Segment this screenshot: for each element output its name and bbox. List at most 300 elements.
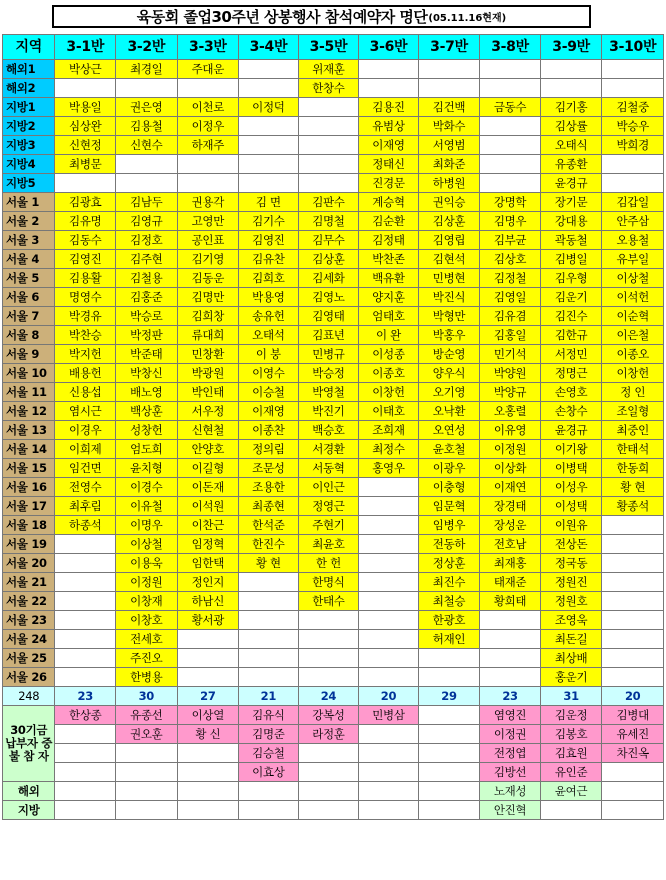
attendee-name: 전상돈 <box>540 535 602 554</box>
attendee-name: 임정혁 <box>177 535 239 554</box>
region-label: 서울 24 <box>3 630 55 649</box>
attendee-name: 김유겸 <box>480 307 541 326</box>
empty-cell <box>55 535 116 554</box>
attendee-name: 박인태 <box>177 383 239 402</box>
empty-cell <box>602 60 664 79</box>
header-class: 3-4반 <box>239 35 299 60</box>
attendee-name: 주현기 <box>298 516 359 535</box>
attendee-name: 이재영 <box>359 136 419 155</box>
attendee-name: 서동혁 <box>298 459 359 478</box>
attendee-name: 이재영 <box>239 402 299 421</box>
region-label: 서울 2 <box>3 212 55 231</box>
empty-cell <box>239 649 299 668</box>
region-label: 서울 23 <box>3 611 55 630</box>
attendee-name: 윤경규 <box>540 421 602 440</box>
empty-cell <box>602 79 664 98</box>
attendee-name: 이성택 <box>540 497 602 516</box>
attendee-name: 김희창 <box>177 307 239 326</box>
class-count: 31 <box>540 687 602 706</box>
attendee-name: 엄도희 <box>116 440 178 459</box>
empty-cell <box>298 98 359 117</box>
empty-cell <box>116 763 178 782</box>
attendee-name: 정인지 <box>177 573 239 592</box>
region-label: 서울 4 <box>3 250 55 269</box>
header-class: 3-3반 <box>177 35 239 60</box>
absent-name: 유종선 <box>116 706 178 725</box>
attendee-name: 이창헌 <box>602 364 664 383</box>
attendee-name: 이창재 <box>116 592 178 611</box>
empty-cell <box>540 801 602 820</box>
attendee-name: 공인표 <box>177 231 239 250</box>
empty-cell <box>55 573 116 592</box>
attendee-name: 엄태호 <box>359 307 419 326</box>
attendee-name: 김한규 <box>540 326 602 345</box>
attendee-name: 김정태 <box>359 231 419 250</box>
roster-row <box>3 117 664 136</box>
attendee-name: 김우형 <box>540 269 602 288</box>
attendee-name: 김동운 <box>177 269 239 288</box>
attendee-name: 박진기 <box>298 402 359 421</box>
attendee-name: 장경태 <box>480 497 541 516</box>
empty-cell <box>298 611 359 630</box>
attendee-name: 이창헌 <box>359 383 419 402</box>
empty-cell <box>116 801 178 820</box>
region-label: 서울 17 <box>3 497 55 516</box>
empty-cell <box>418 725 480 744</box>
empty-cell <box>298 630 359 649</box>
attendee-name: 박승로 <box>116 307 178 326</box>
empty-cell <box>298 744 359 763</box>
empty-cell <box>239 79 299 98</box>
empty-cell <box>359 630 419 649</box>
empty-cell <box>55 611 116 630</box>
attendee-name: 박진식 <box>418 288 480 307</box>
empty-cell <box>239 60 299 79</box>
empty-cell <box>418 706 480 725</box>
empty-cell <box>359 535 419 554</box>
empty-cell <box>480 630 541 649</box>
empty-cell <box>177 763 239 782</box>
empty-cell <box>480 611 541 630</box>
attendee-name: 박광원 <box>177 364 239 383</box>
attendee-name: 이 붕 <box>239 345 299 364</box>
attendee-name: 박영철 <box>298 383 359 402</box>
region-label: 서울 5 <box>3 269 55 288</box>
roster-row <box>3 516 664 535</box>
attendee-name: 김건백 <box>418 98 480 117</box>
empty-cell <box>239 611 299 630</box>
attendee-name: 박승정 <box>298 364 359 383</box>
empty-cell <box>602 573 664 592</box>
empty-cell <box>602 554 664 573</box>
attendee-name: 이태호 <box>359 402 419 421</box>
attendee-name: 이상화 <box>480 459 541 478</box>
empty-cell <box>359 649 419 668</box>
attendee-name: 한창수 <box>298 79 359 98</box>
empty-cell <box>239 155 299 174</box>
roster-row <box>3 326 664 345</box>
attendee-name: 이길형 <box>177 459 239 478</box>
empty-cell <box>55 554 116 573</box>
attendee-name: 최돈길 <box>540 630 602 649</box>
absent-name: 이상열 <box>177 706 239 725</box>
header-class: 3-6반 <box>359 35 419 60</box>
attendee-name: 박양원 <box>480 364 541 383</box>
attendee-name: 성창헌 <box>116 421 178 440</box>
sheet-title <box>52 5 591 28</box>
empty-cell <box>480 136 541 155</box>
absent-name: 차진옥 <box>602 744 664 763</box>
empty-cell <box>116 155 178 174</box>
attendee-name: 정태신 <box>359 155 419 174</box>
attendee-name: 황 현 <box>602 478 664 497</box>
attendee-name: 김상훈 <box>418 212 480 231</box>
attendee-name: 박상근 <box>55 60 116 79</box>
roster-row <box>3 402 664 421</box>
attendee-name: 김영노 <box>298 288 359 307</box>
attendee-name: 박희경 <box>602 136 664 155</box>
attendee-name: 태재준 <box>480 573 541 592</box>
absent-name: 이정권 <box>480 725 541 744</box>
attendee-name: 최후림 <box>55 497 116 516</box>
empty-cell <box>116 744 178 763</box>
roster-row <box>3 307 664 326</box>
attendee-name: 박찬존 <box>359 250 419 269</box>
attendee-name: 김기수 <box>239 212 299 231</box>
attendee-name: 윤호철 <box>418 440 480 459</box>
attendee-name: 김기영 <box>177 250 239 269</box>
attendee-name: 이병택 <box>540 459 602 478</box>
attendee-name: 이창호 <box>116 611 178 630</box>
empty-cell <box>298 155 359 174</box>
attendee-name: 오연성 <box>418 421 480 440</box>
attendee-name: 임문혁 <box>418 497 480 516</box>
attendee-name: 계승혁 <box>359 193 419 212</box>
absent-name: 노재성 <box>480 782 541 801</box>
attendee-name: 김정철 <box>480 269 541 288</box>
attendee-name: 이기왕 <box>540 440 602 459</box>
roster-row <box>3 345 664 364</box>
roster-row <box>3 497 664 516</box>
attendee-name: 전동하 <box>418 535 480 554</box>
absent-region-label: 지방 <box>3 801 55 820</box>
attendee-name: 신용섭 <box>55 383 116 402</box>
attendee-name: 김용진 <box>359 98 419 117</box>
absent-row <box>3 725 664 744</box>
attendee-name: 이정우 <box>177 117 239 136</box>
empty-cell <box>239 668 299 687</box>
empty-cell <box>418 60 480 79</box>
attendee-name: 유범상 <box>359 117 419 136</box>
attendee-name: 최윤호 <box>298 535 359 554</box>
class-count: 21 <box>239 687 299 706</box>
attendee-name: 권용각 <box>177 193 239 212</box>
absent-name: 유인준 <box>540 763 602 782</box>
empty-cell <box>359 79 419 98</box>
attendee-name: 배용헌 <box>55 364 116 383</box>
empty-cell <box>298 649 359 668</box>
attendee-name: 최진수 <box>418 573 480 592</box>
empty-cell <box>602 782 664 801</box>
attendee-name: 최철승 <box>418 592 480 611</box>
attendee-name: 이원유 <box>540 516 602 535</box>
attendee-name: 박정판 <box>116 326 178 345</box>
attendee-name: 조문성 <box>239 459 299 478</box>
absent-name: 김방선 <box>480 763 541 782</box>
absent-overseas-row <box>3 782 664 801</box>
roster-row <box>3 478 664 497</box>
empty-cell <box>177 174 239 193</box>
attendee-name: 신현철 <box>177 421 239 440</box>
attendee-name: 김무수 <box>298 231 359 250</box>
roster-row <box>3 573 664 592</box>
attendee-name: 하재주 <box>177 136 239 155</box>
empty-cell <box>480 79 541 98</box>
attendee-name: 한명식 <box>298 573 359 592</box>
attendee-name: 김영태 <box>298 307 359 326</box>
empty-cell <box>177 630 239 649</box>
roster-table <box>2 34 664 820</box>
empty-cell <box>239 592 299 611</box>
attendee-name: 정의림 <box>239 440 299 459</box>
empty-cell <box>359 516 419 535</box>
empty-cell <box>602 516 664 535</box>
roster-row <box>3 440 664 459</box>
header-class: 3-2반 <box>116 35 178 60</box>
region-label: 서울 12 <box>3 402 55 421</box>
region-label: 서울 21 <box>3 573 55 592</box>
attendee-name: 금동수 <box>480 98 541 117</box>
attendee-name: 김주현 <box>116 250 178 269</box>
attendee-name: 오낙환 <box>418 402 480 421</box>
attendee-name: 이명우 <box>116 516 178 535</box>
absent-row <box>3 763 664 782</box>
attendee-name: 임한택 <box>177 554 239 573</box>
empty-cell <box>418 801 480 820</box>
class-count: 30 <box>116 687 178 706</box>
empty-cell <box>418 744 480 763</box>
attendee-name: 박형만 <box>418 307 480 326</box>
attendee-name: 권은영 <box>116 98 178 117</box>
empty-cell <box>480 174 541 193</box>
attendee-name: 이종오 <box>602 345 664 364</box>
attendee-name: 최화준 <box>418 155 480 174</box>
attendee-name: 김광효 <box>55 193 116 212</box>
region-label: 서울 18 <box>3 516 55 535</box>
attendee-name: 전호남 <box>480 535 541 554</box>
attendee-name: 조용한 <box>239 478 299 497</box>
attendee-name: 김철중 <box>602 98 664 117</box>
attendee-name: 김순환 <box>359 212 419 231</box>
attendee-name: 김부균 <box>480 231 541 250</box>
attendee-name: 한태수 <box>298 592 359 611</box>
attendee-name: 손창수 <box>540 402 602 421</box>
attendee-name: 염시근 <box>55 402 116 421</box>
attendee-name: 방순영 <box>418 345 480 364</box>
attendee-name: 이석원 <box>177 497 239 516</box>
empty-cell <box>298 117 359 136</box>
roster-row <box>3 60 664 79</box>
roster-row <box>3 535 664 554</box>
region-label: 지방2 <box>3 117 55 136</box>
empty-cell <box>602 611 664 630</box>
region-label: 해외1 <box>3 60 55 79</box>
attendee-name: 한광호 <box>418 611 480 630</box>
roster-row <box>3 364 664 383</box>
attendee-name: 황종석 <box>602 497 664 516</box>
region-label: 서울 7 <box>3 307 55 326</box>
empty-cell <box>239 573 299 592</box>
attendee-name: 박양규 <box>480 383 541 402</box>
roster-row <box>3 649 664 668</box>
empty-cell <box>602 535 664 554</box>
attendee-name: 진경문 <box>359 174 419 193</box>
attendee-name: 김정호 <box>116 231 178 250</box>
attendee-name: 김홍일 <box>480 326 541 345</box>
attendee-name: 한석준 <box>239 516 299 535</box>
roster-row <box>3 630 664 649</box>
attendee-name: 김갑일 <box>602 193 664 212</box>
attendee-name: 고영만 <box>177 212 239 231</box>
absent-overseas-label: 해외 <box>3 782 55 801</box>
attendee-name: 이승철 <box>239 383 299 402</box>
empty-cell <box>359 60 419 79</box>
region-label: 서울 10 <box>3 364 55 383</box>
attendee-name: 서영범 <box>418 136 480 155</box>
attendee-name: 이용욱 <box>116 554 178 573</box>
empty-cell <box>55 79 116 98</box>
absent-label: 30기금 납부자 중 불 참 자 <box>3 706 55 782</box>
attendee-name: 이경우 <box>55 421 116 440</box>
attendee-name: 박용영 <box>239 288 299 307</box>
roster-row <box>3 231 664 250</box>
roster-row <box>3 459 664 478</box>
attendee-name: 이영수 <box>239 364 299 383</box>
attendee-name: 장성운 <box>480 516 541 535</box>
attendee-name: 김기홍 <box>540 98 602 117</box>
attendee-name: 위재훈 <box>298 60 359 79</box>
attendee-name: 이돈재 <box>177 478 239 497</box>
attendee-name: 정 인 <box>602 383 664 402</box>
attendee-name: 김판수 <box>298 193 359 212</box>
empty-cell <box>359 801 419 820</box>
attendee-name: 박승우 <box>602 117 664 136</box>
empty-cell <box>239 117 299 136</box>
region-label: 서울 16 <box>3 478 55 497</box>
header-class: 3-9반 <box>540 35 602 60</box>
attendee-name: 조희재 <box>359 421 419 440</box>
attendee-name: 류대희 <box>177 326 239 345</box>
attendee-name: 이은철 <box>602 326 664 345</box>
attendee-name: 임건면 <box>55 459 116 478</box>
absent-name: 윤여근 <box>540 782 602 801</box>
empty-cell <box>177 782 239 801</box>
attendee-name: 최병문 <box>55 155 116 174</box>
empty-cell <box>359 725 419 744</box>
attendee-name: 이상철 <box>116 535 178 554</box>
attendee-name: 김상훈 <box>298 250 359 269</box>
attendee-name: 박경유 <box>55 307 116 326</box>
attendee-name: 민기석 <box>480 345 541 364</box>
attendee-name: 이석헌 <box>602 288 664 307</box>
attendee-name: 장기문 <box>540 193 602 212</box>
attendee-name: 이희제 <box>55 440 116 459</box>
grand-total: 248 <box>3 687 55 706</box>
region-label: 서울 11 <box>3 383 55 402</box>
attendee-name: 이 완 <box>359 326 419 345</box>
absent-name: 민병삼 <box>359 706 419 725</box>
absent-name: 전정엽 <box>480 744 541 763</box>
empty-cell <box>602 630 664 649</box>
region-label: 서울 3 <box>3 231 55 250</box>
empty-cell <box>359 744 419 763</box>
attendee-name: 김영립 <box>418 231 480 250</box>
attendee-name: 하남신 <box>177 592 239 611</box>
title-date: (05.11.16현재) <box>428 13 507 24</box>
attendee-name: 황희태 <box>480 592 541 611</box>
attendee-name: 김세화 <box>298 269 359 288</box>
attendee-name: 이정덕 <box>239 98 299 117</box>
empty-cell <box>480 155 541 174</box>
region-label: 지방3 <box>3 136 55 155</box>
empty-cell <box>239 174 299 193</box>
attendee-name: 이유철 <box>116 497 178 516</box>
attendee-name: 심상완 <box>55 117 116 136</box>
empty-cell <box>602 668 664 687</box>
attendee-name: 양지훈 <box>359 288 419 307</box>
empty-cell <box>298 801 359 820</box>
attendee-name: 김철용 <box>116 269 178 288</box>
attendee-name: 이천로 <box>177 98 239 117</box>
attendee-name: 정상훈 <box>418 554 480 573</box>
attendee-name: 정명근 <box>540 364 602 383</box>
empty-cell <box>55 801 116 820</box>
region-label: 서울 8 <box>3 326 55 345</box>
attendee-name: 곽동철 <box>540 231 602 250</box>
attendee-name: 신현정 <box>55 136 116 155</box>
attendee-name: 홍운기 <box>540 668 602 687</box>
empty-cell <box>55 174 116 193</box>
empty-cell <box>359 573 419 592</box>
attendee-name: 전세호 <box>116 630 178 649</box>
attendee-name: 김희호 <box>239 269 299 288</box>
attendee-name: 배노영 <box>116 383 178 402</box>
attendee-name: 백승호 <box>298 421 359 440</box>
empty-cell <box>359 782 419 801</box>
region-label: 서울 25 <box>3 649 55 668</box>
absent-name: 김효원 <box>540 744 602 763</box>
absent-region-row <box>3 801 664 820</box>
empty-cell <box>239 136 299 155</box>
absent-name: 김승철 <box>239 744 299 763</box>
attendee-name: 오태식 <box>540 136 602 155</box>
attendee-name: 김명우 <box>480 212 541 231</box>
attendee-name: 유부일 <box>602 250 664 269</box>
empty-cell <box>418 79 480 98</box>
empty-cell <box>359 497 419 516</box>
class-count: 29 <box>418 687 480 706</box>
region-label: 지방5 <box>3 174 55 193</box>
attendee-name: 송유헌 <box>239 307 299 326</box>
class-count: 24 <box>298 687 359 706</box>
empty-cell <box>359 763 419 782</box>
attendee-name: 김용철 <box>116 117 178 136</box>
region-label: 서울 20 <box>3 554 55 573</box>
absent-name: 권오훈 <box>116 725 178 744</box>
absent-name: 안진혁 <box>480 801 541 820</box>
attendee-name: 서정민 <box>540 345 602 364</box>
attendee-name: 조일형 <box>602 402 664 421</box>
